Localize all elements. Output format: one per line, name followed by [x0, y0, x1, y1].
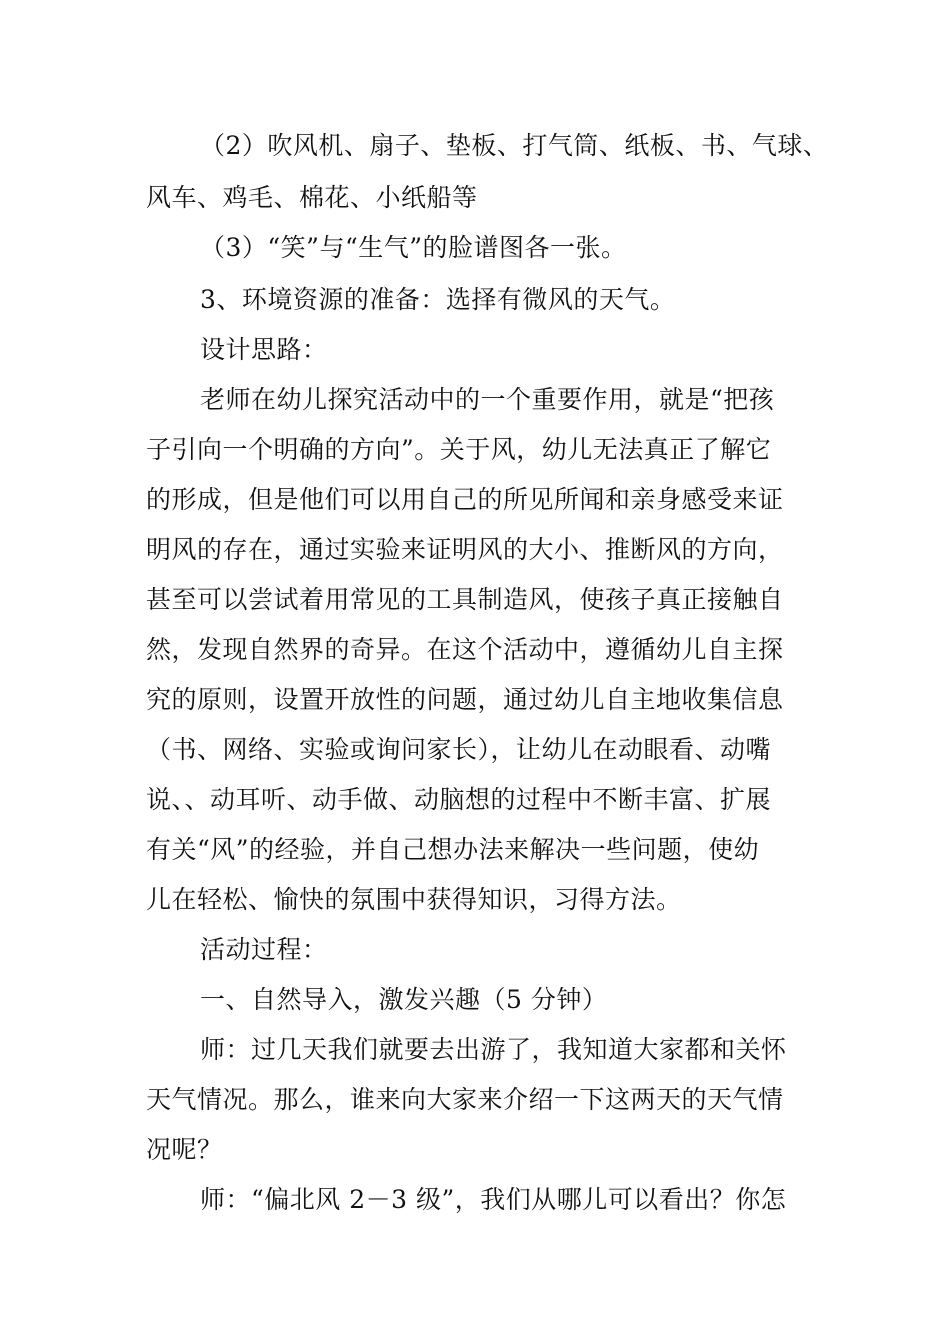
- text-line-20: 天气情况。那么，谁来向大家来介绍一下这两天的天气情: [146, 1085, 784, 1114]
- text-line-13: （书、网络、实验或询问家长），让幼儿在动眼看、动嘴: [146, 735, 772, 764]
- text-line-19: 师：过几天我们就要去出游了，我知道大家都和关怀: [200, 1035, 787, 1064]
- text-line-6: 老师在幼儿探究活动中的一个重要作用，就是“把孩: [200, 385, 775, 414]
- text-line-10: 甚至可以尝试着用常见的工具制造风，使孩子真正接触自: [146, 585, 784, 614]
- text-line-3: （3）“笑”与“生气”的脸谱图各一张。: [200, 233, 627, 262]
- text-line-21: 况呢？: [146, 1135, 223, 1164]
- text-line-18: 一、自然导入，激发兴趣（5 分钟）: [200, 985, 608, 1014]
- text-line-7: 子引向一个明确的方向”。关于风，幼儿无法真正了解它: [146, 435, 772, 464]
- text-line-11: 然，发现自然界的奇异。在这个活动中，遵循幼儿自主探: [146, 635, 784, 664]
- text-line-15: 有关“风”的经验，并自己想办法来解决一些问题，使幼: [146, 835, 760, 864]
- text-line-8: 的形成，但是他们可以用自己的所见所闻和亲身感受来证: [146, 485, 784, 514]
- text-line-12: 究的原则，设置开放性的问题，通过幼儿自主地收集信息: [146, 685, 784, 714]
- text-line-17: 活动过程：: [200, 935, 328, 964]
- text-line-14: 说、、动耳听、动手做、动脑想的过程中不断丰富、扩展: [146, 785, 772, 814]
- text-line-4: 3、环境资源的准备：选择有微风的天气。: [200, 285, 676, 314]
- text-line-1: （2）吹风机、扇子、垫板、打气筒、纸板、书、气球、: [200, 131, 829, 160]
- text-line-2: 风车、鸡毛、棉花、小纸船等: [146, 183, 478, 212]
- text-line-22: 师：“偏北风 2－3 级”，我们从哪儿可以看出？你怎: [200, 1185, 787, 1214]
- text-line-16: 儿在轻松、愉快的氛围中获得知识，习得方法。: [146, 885, 682, 914]
- text-line-5: 设计思路：: [200, 335, 328, 364]
- text-line-9: 明风的存在，通过实验来证明风的大小、推断风的方向，: [146, 535, 784, 564]
